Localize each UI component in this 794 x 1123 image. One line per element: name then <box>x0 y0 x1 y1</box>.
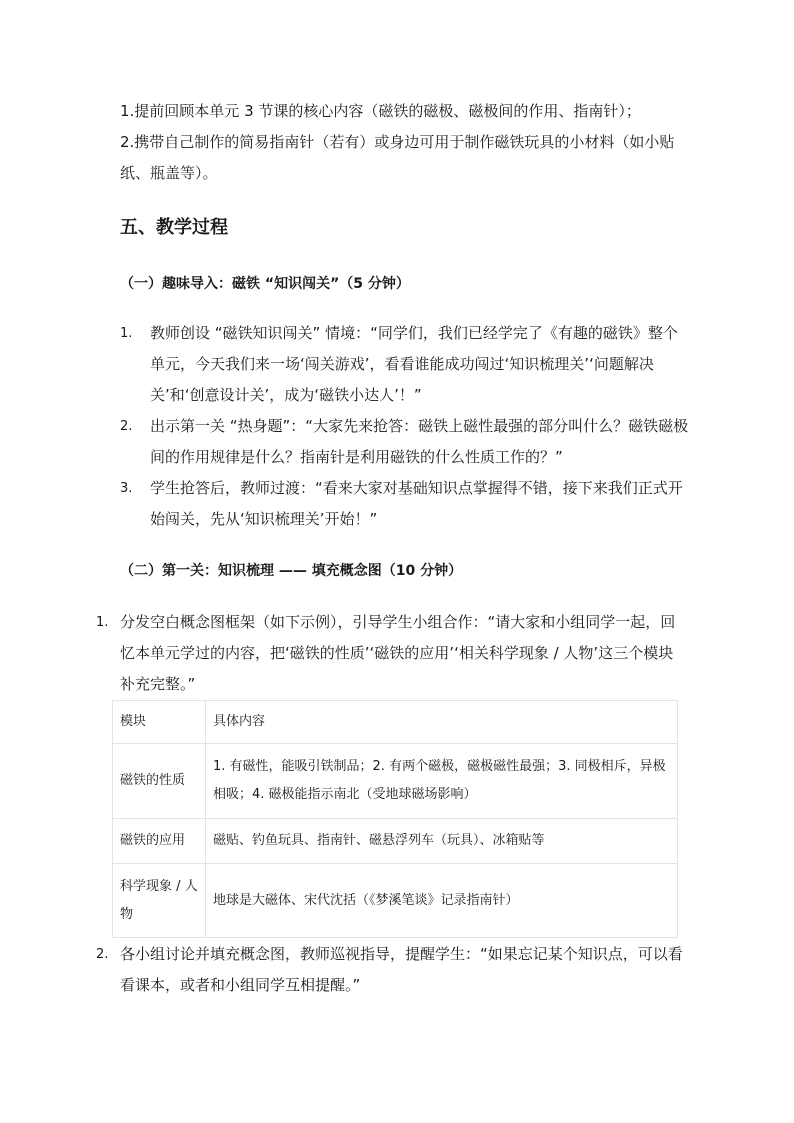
list-item <box>120 318 690 411</box>
part2-heading: （二）第一关：知识梳理 —— 填充概念图（10 分钟） <box>120 563 463 579</box>
table-cell: 地球是大磁体、宋代沈括（《梦溪笔谈》记录指南针） <box>206 864 678 938</box>
section-title: 五、教学过程 <box>120 217 228 238</box>
list-number: 2. <box>96 947 109 962</box>
list-item-text: 教师创设 “磁铁知识闯关” 情境：“同学们，我们已经学完了《有趣的磁铁》整个单元，今天我们来一场‘闯关游戏’，看看谁能成功闯过‘知识梳理关’‘问题解决关’和‘创意设计关’，成为‘磁铁小达人’！” <box>150 324 678 404</box>
list-item-text: 学生抢答后，教师过渡：“看来大家对基础知识点掌握得不错，接下来我们正式开始闯关，先从‘知识梳理关’开始！” <box>150 479 683 528</box>
list-item <box>120 473 690 535</box>
header-cell-content: 具体内容 <box>206 701 678 744</box>
prep-item-1: 1.提前回顾本单元 3 节课的核心内容（磁铁的磁极、磁极间的作用、指南针）； <box>120 102 641 120</box>
list-number: 1. <box>120 326 133 341</box>
table-header-row <box>113 701 678 744</box>
list-number: 3. <box>120 481 133 496</box>
table-cell: 磁贴、钓鱼玩具、指南针、磁悬浮列车（玩具）、冰箱贴等 <box>206 819 678 864</box>
header-cell-module: 模块 <box>113 701 206 744</box>
part1-list <box>120 318 690 535</box>
part1-heading: （一）趣味导入：磁铁 “知识闯关”（5 分钟） <box>120 276 410 292</box>
table-row <box>113 819 678 864</box>
list-number: 2. <box>120 419 133 434</box>
list-item-text: 出示第一关 “热身题”：“大家先来抢答：磁铁上磁性最强的部分叫什么？磁铁磁极间的作用规律是什么？指南针是利用磁铁的什么性质工作的？” <box>150 417 689 466</box>
part2-list-a <box>96 607 686 700</box>
prep-item-2: 2.携带自己制作的简易指南针（若有）或身边可用于制作磁铁玩具的小材料（如小贴纸、瓶盖等）。 <box>120 133 675 182</box>
list-item <box>96 607 686 700</box>
concept-map-table <box>112 700 678 938</box>
table-cell: 1. 有磁性，能吸引铁制品；2. 有两个磁极，磁极磁性最强；3. 同极相斥，异极相吸；4. 磁极能指示南北（受地球磁场影响） <box>206 744 678 819</box>
table-cell: 科学现象 / 人物 <box>113 864 206 938</box>
table-cell: 磁铁的性质 <box>113 744 206 819</box>
part2-list-b <box>96 939 686 1001</box>
list-item <box>120 411 690 473</box>
table-row <box>113 744 678 819</box>
table-row <box>113 864 678 938</box>
list-item <box>96 939 686 1001</box>
table-cell: 磁铁的应用 <box>113 819 206 864</box>
list-number: 1. <box>96 615 109 630</box>
list-item-text: 分发空白概念图框架（如下示例），引导学生小组合作：“请大家和小组同学一起，回忆本单元学过的内容，把‘磁铁的性质’‘磁铁的应用’‘相关科学现象 / 人物’这三个模块补充完整。” <box>120 613 676 693</box>
list-item-text: 各小组讨论并填充概念图，教师巡视指导，提醒学生：“如果忘记某个知识点，可以看看课本，或者和小组同学互相提醒。” <box>120 945 683 994</box>
